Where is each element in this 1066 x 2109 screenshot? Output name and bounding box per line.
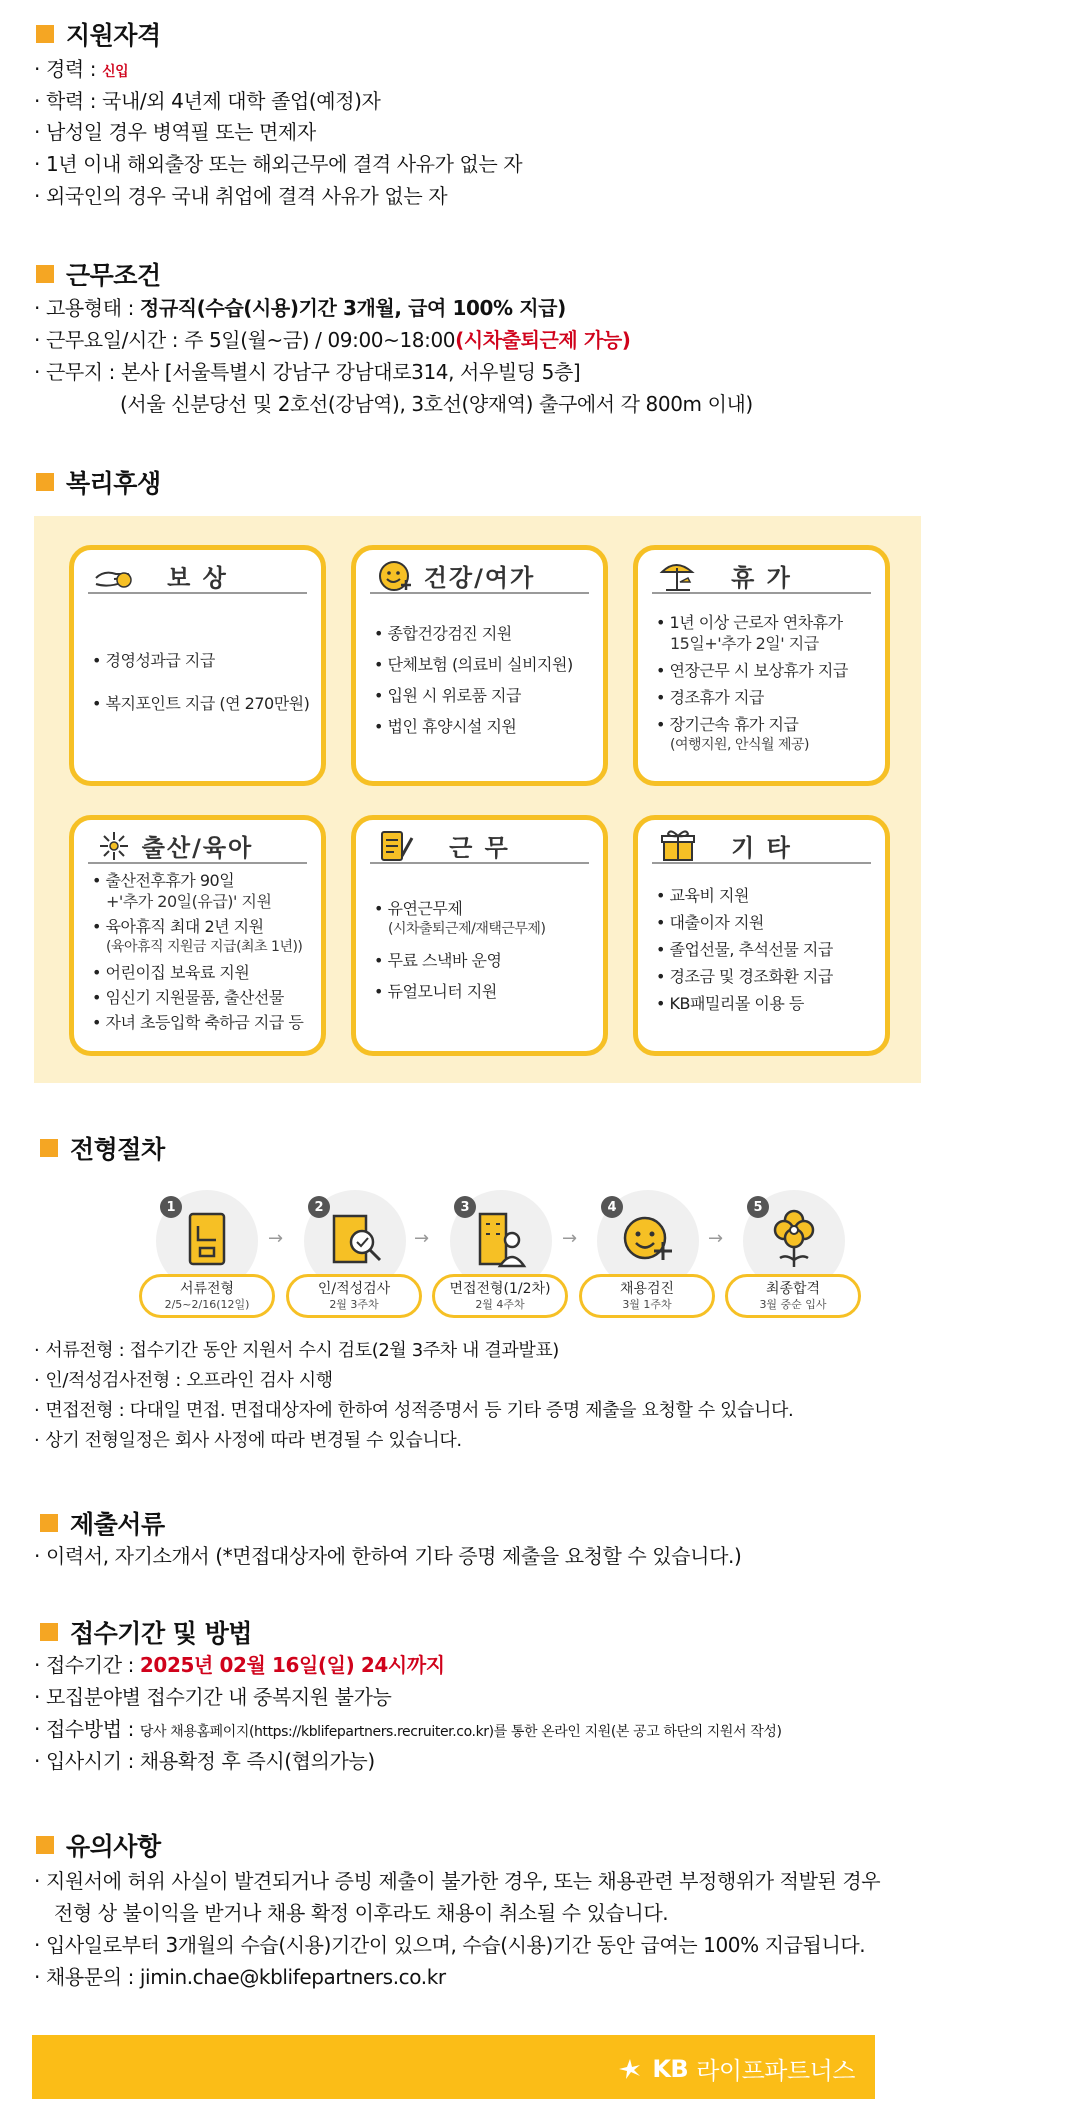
card-title: 기 타: [731, 833, 792, 862]
card-item: • 자녀 초등입학 축하금 지급 등: [92, 1013, 304, 1032]
card-item: • 유연근무제 (시차출퇴근제/재택근무제): [374, 898, 595, 940]
card-item: • 단체보험 (의료비 실비지원): [374, 655, 573, 674]
card-title: 근 무: [449, 833, 510, 862]
step-name: 채용검진: [619, 1281, 675, 1297]
application-duplicate: · 모집분야별 접수기간 내 중복지원 불가능: [34, 1685, 392, 1709]
arrow-right-icon: →: [268, 1228, 284, 1249]
card-item-text: 졸업선물, 추석선물 지급: [669, 940, 833, 959]
notice-title: 유의사항: [66, 1832, 161, 1861]
card-item: • 교육비 지원: [656, 886, 749, 905]
brand-name: 라이프파트너스: [696, 2057, 855, 2085]
hours-highlight: (시차출퇴근제 가능): [455, 328, 631, 352]
card-item: • 무료 스낵바 운영: [374, 951, 502, 970]
card-item-sub: (육아휴직 지원금 지급(최초 1년)): [106, 939, 303, 955]
card-title: 보 상: [167, 563, 228, 592]
process-title: 전형절차: [70, 1135, 165, 1164]
card-item: • 경영성과급 지급: [92, 651, 215, 670]
method-label: 접수방법 :: [45, 1717, 140, 1741]
smiley-plus-icon: [376, 558, 416, 594]
sparkle-icon: [94, 828, 134, 864]
card-title: 건강/여가: [423, 563, 536, 592]
process-note-text: 인/적성검사전형 : 오프라인 검사 시행: [45, 1370, 333, 1391]
card-header: [652, 828, 871, 864]
card-item-text: 연장근무 시 보상휴가 지급: [669, 661, 848, 680]
section-title-application: [40, 1614, 252, 1650]
card-item-text: 어린이집 보육료 지원: [105, 963, 250, 982]
card-item-text: 입원 시 위로품 지급: [387, 686, 521, 705]
welfare-card-other: [633, 815, 890, 1056]
employment-value: 정규직(수습(시용)기간 3개월, 급여 100% 지급): [139, 296, 566, 320]
process-note-text: 서류전형 : 접수기간 동안 지원서 수시 검토(2월 3주차 내 결과발표): [45, 1340, 559, 1361]
welfare-card-childcare: [69, 815, 326, 1056]
application-start: · 입사시기 : 채용확정 후 즉시(협의가능): [34, 1749, 375, 1773]
card-item: • 장기근속 휴가 지급 (여행지원, 안식월 제공): [656, 714, 877, 756]
period-value: 2025년 02월 16일(일) 24시까지: [139, 1653, 445, 1677]
welfare-card-health: [351, 545, 608, 786]
card-item-text: 육아휴직 최대 2년 지원: [105, 917, 264, 936]
application-method: · 접수방법 : 당사 채용홈페이지(https://kblifepartners.recruiter.co.kr)를 통한 온라인 지원(본 공고 하단의 지원서 작성): [34, 1717, 782, 1741]
brand-kb: KB: [652, 2054, 689, 2083]
employment-label: 고용형태 :: [45, 296, 140, 320]
step-date: 2/5~2/16(12일): [164, 1298, 250, 1311]
qualification-item: · 외국인의 경우 국내 취업에 결격 사유가 없는 자: [34, 184, 448, 208]
bullet-square-icon: [36, 25, 54, 43]
card-item-text: 경영성과급 지급: [105, 651, 215, 670]
qual-label: 1년 이내 해외출장 또는 해외근무에 결격 사유가 없는 자: [45, 152, 523, 176]
card-item-sub: +'추가 20일(유급)' 지원: [106, 892, 272, 911]
hand-coin-icon: [94, 558, 134, 594]
notice-item: · 입사일로부터 3개월의 수습(시용)기간이 있으며, 수습(시용)기간 동안 급여는 100% 지급됩니다.: [34, 1933, 866, 1957]
notice-item: · 채용문의 : jimin.chae@kblifepartners.co.kr: [34, 1965, 446, 1989]
gift-icon: [658, 828, 698, 864]
card-item: • 종합건강검진 지원: [374, 624, 512, 643]
card-item-text: 1년 이상 근로자 연차휴가: [669, 613, 843, 632]
card-item: • 법인 휴양시설 지원: [374, 717, 517, 736]
card-item: • 듀얼모니터 지원: [374, 982, 497, 1001]
notice-item-cont: [54, 1898, 668, 1928]
card-item: • KB패밀리몰 이용 등: [656, 994, 804, 1013]
arrow-right-icon: →: [708, 1228, 724, 1249]
step-date: 3월 1주차: [622, 1298, 672, 1311]
duplicate-text: 모집분야별 접수기간 내 중복지원 불가능: [45, 1685, 392, 1709]
conditions-title: 근무조건: [66, 261, 161, 290]
process-note: · 면접전형 : 다대일 면접. 면접대상자에 한하여 성적증명서 등 기타 증명 제출을 요청할 수 있습니다.: [34, 1400, 794, 1421]
method-value: 당사 채용홈페이지(https://kblifepartners.recruiter.co.kr)를 통한 온라인 지원(본 공고 하단의 지원서 작성): [139, 1724, 782, 1740]
card-item-text: 대출이자 지원: [669, 913, 764, 932]
section-title-conditions: [36, 256, 161, 292]
card-item-text: 경조휴가 지급: [669, 688, 764, 707]
card-item: • 임신기 지원물품, 출산선물: [92, 988, 284, 1007]
card-item-text: 자녀 초등입학 축하금 지급 등: [105, 1013, 304, 1032]
card-item-text: 법인 휴양시설 지원: [387, 717, 517, 736]
condition-location-detail: [120, 389, 753, 419]
card-item-text: 무료 스낵바 운영: [387, 951, 502, 970]
process-note: · 상기 전형일정은 회사 사정에 따라 변경될 수 있습니다.: [34, 1430, 462, 1451]
arrow-right-icon: →: [562, 1228, 578, 1249]
card-header: [88, 828, 307, 864]
step-label: [725, 1274, 861, 1318]
card-item: • 경조휴가 지급: [656, 688, 764, 707]
card-item: • 출산전후휴가 90일 +'추가 20일(유급)' 지원: [92, 870, 313, 912]
documents-item: · 이력서, 자기소개서 (*면접대상자에 한하여 기타 증명 제출을 요청할 수 있습니다.): [34, 1544, 742, 1568]
card-header: [652, 558, 871, 594]
welfare-card-vacation: [633, 545, 890, 786]
card-item: • 어린이집 보육료 지원: [92, 963, 250, 982]
step-label: [139, 1274, 275, 1318]
qualification-item: · 남성일 경우 병역필 또는 면제자: [34, 120, 316, 144]
bullet-square-icon: [36, 1836, 54, 1854]
card-item-text: 교육비 지원: [669, 886, 749, 905]
card-title: 출산/육아: [141, 833, 254, 862]
card-item: • 입원 시 위로품 지급: [374, 686, 521, 705]
card-item-text: 종합건강검진 지원: [387, 624, 512, 643]
welfare-card-compensation: [69, 545, 326, 786]
card-item: • 경조금 및 경조화환 지급: [656, 967, 833, 986]
section-title-welfare: [36, 464, 161, 500]
step-label: [432, 1274, 568, 1318]
hours-label: 근무요일/시간 : 주 5일(월~금) / 09:00~18:00: [45, 328, 456, 352]
section-title-documents: [40, 1505, 165, 1541]
card-header: [370, 558, 589, 594]
qual-label: 경력 :: [45, 57, 103, 81]
notice-text: 지원서에 허위 사실이 발견되거나 증빙 제출이 불가한 경우, 또는 채용관련 부정행위가 적발된 경우: [45, 1869, 881, 1893]
condition-location: · 근무지 : 본사 [서울특별시 강남구 강남대로314, 서우빌딩 5층]: [34, 360, 581, 384]
qual-label: 외국인의 경우 국내 취업에 결격 사유가 없는 자: [45, 184, 448, 208]
step-number: 5: [747, 1196, 769, 1218]
period-label: 접수기간 :: [45, 1653, 140, 1677]
card-item-text: 단체보험 (의료비 실비지원): [387, 655, 573, 674]
arrow-right-icon: →: [414, 1228, 430, 1249]
step-number: 4: [601, 1196, 623, 1218]
qual-label: 남성일 경우 병역필 또는 면제자: [45, 120, 316, 144]
welfare-title: 복리후생: [66, 469, 161, 498]
step-date: 2월 3주차: [329, 1298, 379, 1311]
contact-email[interactable]: 채용문의 : jimin.chae@kblifepartners.co.kr: [45, 1965, 446, 1989]
step-number: 1: [160, 1196, 182, 1218]
section-title-process: [40, 1130, 165, 1166]
card-item: • 연장근무 시 보상휴가 지급: [656, 661, 848, 680]
card-item-text: 경조금 및 경조화환 지급: [669, 967, 833, 986]
qualification-item: · 1년 이내 해외출장 또는 해외근무에 결격 사유가 없는 자: [34, 152, 523, 176]
step-label: [579, 1274, 715, 1318]
card-item: • 1년 이상 근로자 연차휴가 15일+'추가 2일' 지급: [656, 612, 877, 654]
card-item-sub: (시차출퇴근제/재택근무제): [388, 921, 546, 937]
bullet-square-icon: [36, 473, 54, 491]
welfare-panel: [34, 516, 921, 1083]
card-item-text: 듀얼모니터 지원: [387, 982, 497, 1001]
card-header: [88, 558, 307, 594]
process-note-text: 상기 전형일정은 회사 사정에 따라 변경될 수 있습니다.: [45, 1430, 462, 1451]
step-date: 3월 중순 입사: [759, 1298, 827, 1311]
qualification-item: · 경력 : 신입: [34, 57, 129, 81]
step-number: 2: [308, 1196, 330, 1218]
card-item-sub: (여행지원, 안식월 제공): [670, 737, 809, 753]
documents-text: 이력서, 자기소개서 (*면접대상자에 한하여 기타 증명 제출을 요청할 수 있습니다.): [45, 1544, 742, 1568]
card-item: • 졸업선물, 추석선물 지급: [656, 940, 833, 959]
card-item-text: KB패밀리몰 이용 등: [669, 994, 804, 1013]
card-item-text: 장기근속 휴가 지급: [669, 715, 799, 734]
location-line: 근무지 : 본사 [서울특별시 강남구 강남대로314, 서우빌딩 5층]: [45, 360, 581, 384]
notice-text: 입사일로부터 3개월의 수습(시용)기간이 있으며, 수습(시용)기간 동안 급여는 100% 지급됩니다.: [45, 1933, 866, 1957]
section-title-notice: [36, 1827, 161, 1863]
step-date: 2월 4주차: [475, 1298, 525, 1311]
qualification-item: · 학력 : 국내/외 4년제 대학 졸업(예정)자: [34, 89, 381, 113]
card-item-text: 임신기 지원물품, 출산선물: [105, 988, 284, 1007]
process-note-text: 면접전형 : 다대일 면접. 면접대상자에 한하여 성적증명서 등 기타 증명 제출을 요청할 수 있습니다.: [45, 1400, 794, 1421]
application-title: 접수기간 및 방법: [70, 1619, 252, 1648]
step-name: 최종합격: [765, 1281, 821, 1297]
documents-title: 제출서류: [70, 1510, 165, 1539]
step-name: 서류전형: [179, 1281, 235, 1297]
bullet-square-icon: [40, 1514, 58, 1532]
card-title: 휴 가: [731, 563, 792, 592]
card-item: • 복지포인트 지급 (연 270만원): [92, 694, 310, 713]
notice-item: · 지원서에 허위 사실이 발견되거나 증빙 제출이 불가한 경우, 또는 채용관련 부정행위가 적발된 경우: [34, 1869, 881, 1893]
condition-hours: · 근무요일/시간 : 주 5일(월~금) / 09:00~18:00(시차출퇴근제 가능): [34, 328, 631, 352]
bullet-square-icon: [40, 1139, 58, 1157]
condition-employment: · 고용형태 : 정규직(수습(시용)기간 3개월, 급여 100% 지급): [34, 296, 566, 320]
card-item-text: 복지포인트 지급 (연 270만원): [105, 694, 310, 713]
process-note: · 인/적성검사전형 : 오프라인 검사 시행: [34, 1370, 333, 1391]
qual-label: 학력 : 국내/외 4년제 대학 졸업(예정)자: [45, 89, 381, 113]
beach-umbrella-icon: [658, 558, 698, 594]
card-item-text: 유연근무제: [387, 899, 463, 918]
card-item-sub: 15일+'추가 2일' 지급: [670, 634, 819, 653]
card-item: • 육아휴직 최대 2년 지원 (육아휴직 지원금 지급(최초 1년)): [92, 916, 313, 958]
kb-star-logo-icon: [616, 2057, 644, 2081]
card-item-text: 출산전후휴가 90일: [105, 871, 235, 890]
bullet-square-icon: [36, 265, 54, 283]
welfare-card-work: [351, 815, 608, 1056]
step-label: [286, 1274, 422, 1318]
footer-banner: [32, 2035, 875, 2099]
location-detail: (서울 신분당선 및 2호선(강남역), 3호선(양재역) 출구에서 각 800m 이내): [120, 392, 753, 416]
step-name: 인/적성검사: [317, 1281, 391, 1297]
step-name: 면접전형(1/2차): [449, 1281, 551, 1297]
application-period: · 접수기간 : 2025년 02월 16일(일) 24시까지: [34, 1653, 445, 1677]
card-item: • 대출이자 지원: [656, 913, 764, 932]
start-text: 입사시기 : 채용확정 후 즉시(협의가능): [45, 1749, 375, 1773]
notice-text: 전형 상 불이익을 받거나 채용 확정 이후라도 채용이 취소될 수 있습니다.: [54, 1901, 669, 1925]
career-value: 신입: [102, 64, 129, 80]
qualifications-title: 지원자격: [66, 21, 161, 50]
card-header: [370, 828, 589, 864]
document-pen-icon: [376, 828, 416, 864]
bullet-square-icon: [40, 1623, 58, 1641]
process-note: · 서류전형 : 접수기간 동안 지원서 수시 검토(2월 3주차 내 결과발표): [34, 1340, 559, 1361]
step-number: 3: [454, 1196, 476, 1218]
brand-logo: [616, 2051, 855, 2086]
section-title-qualifications: [36, 16, 161, 52]
